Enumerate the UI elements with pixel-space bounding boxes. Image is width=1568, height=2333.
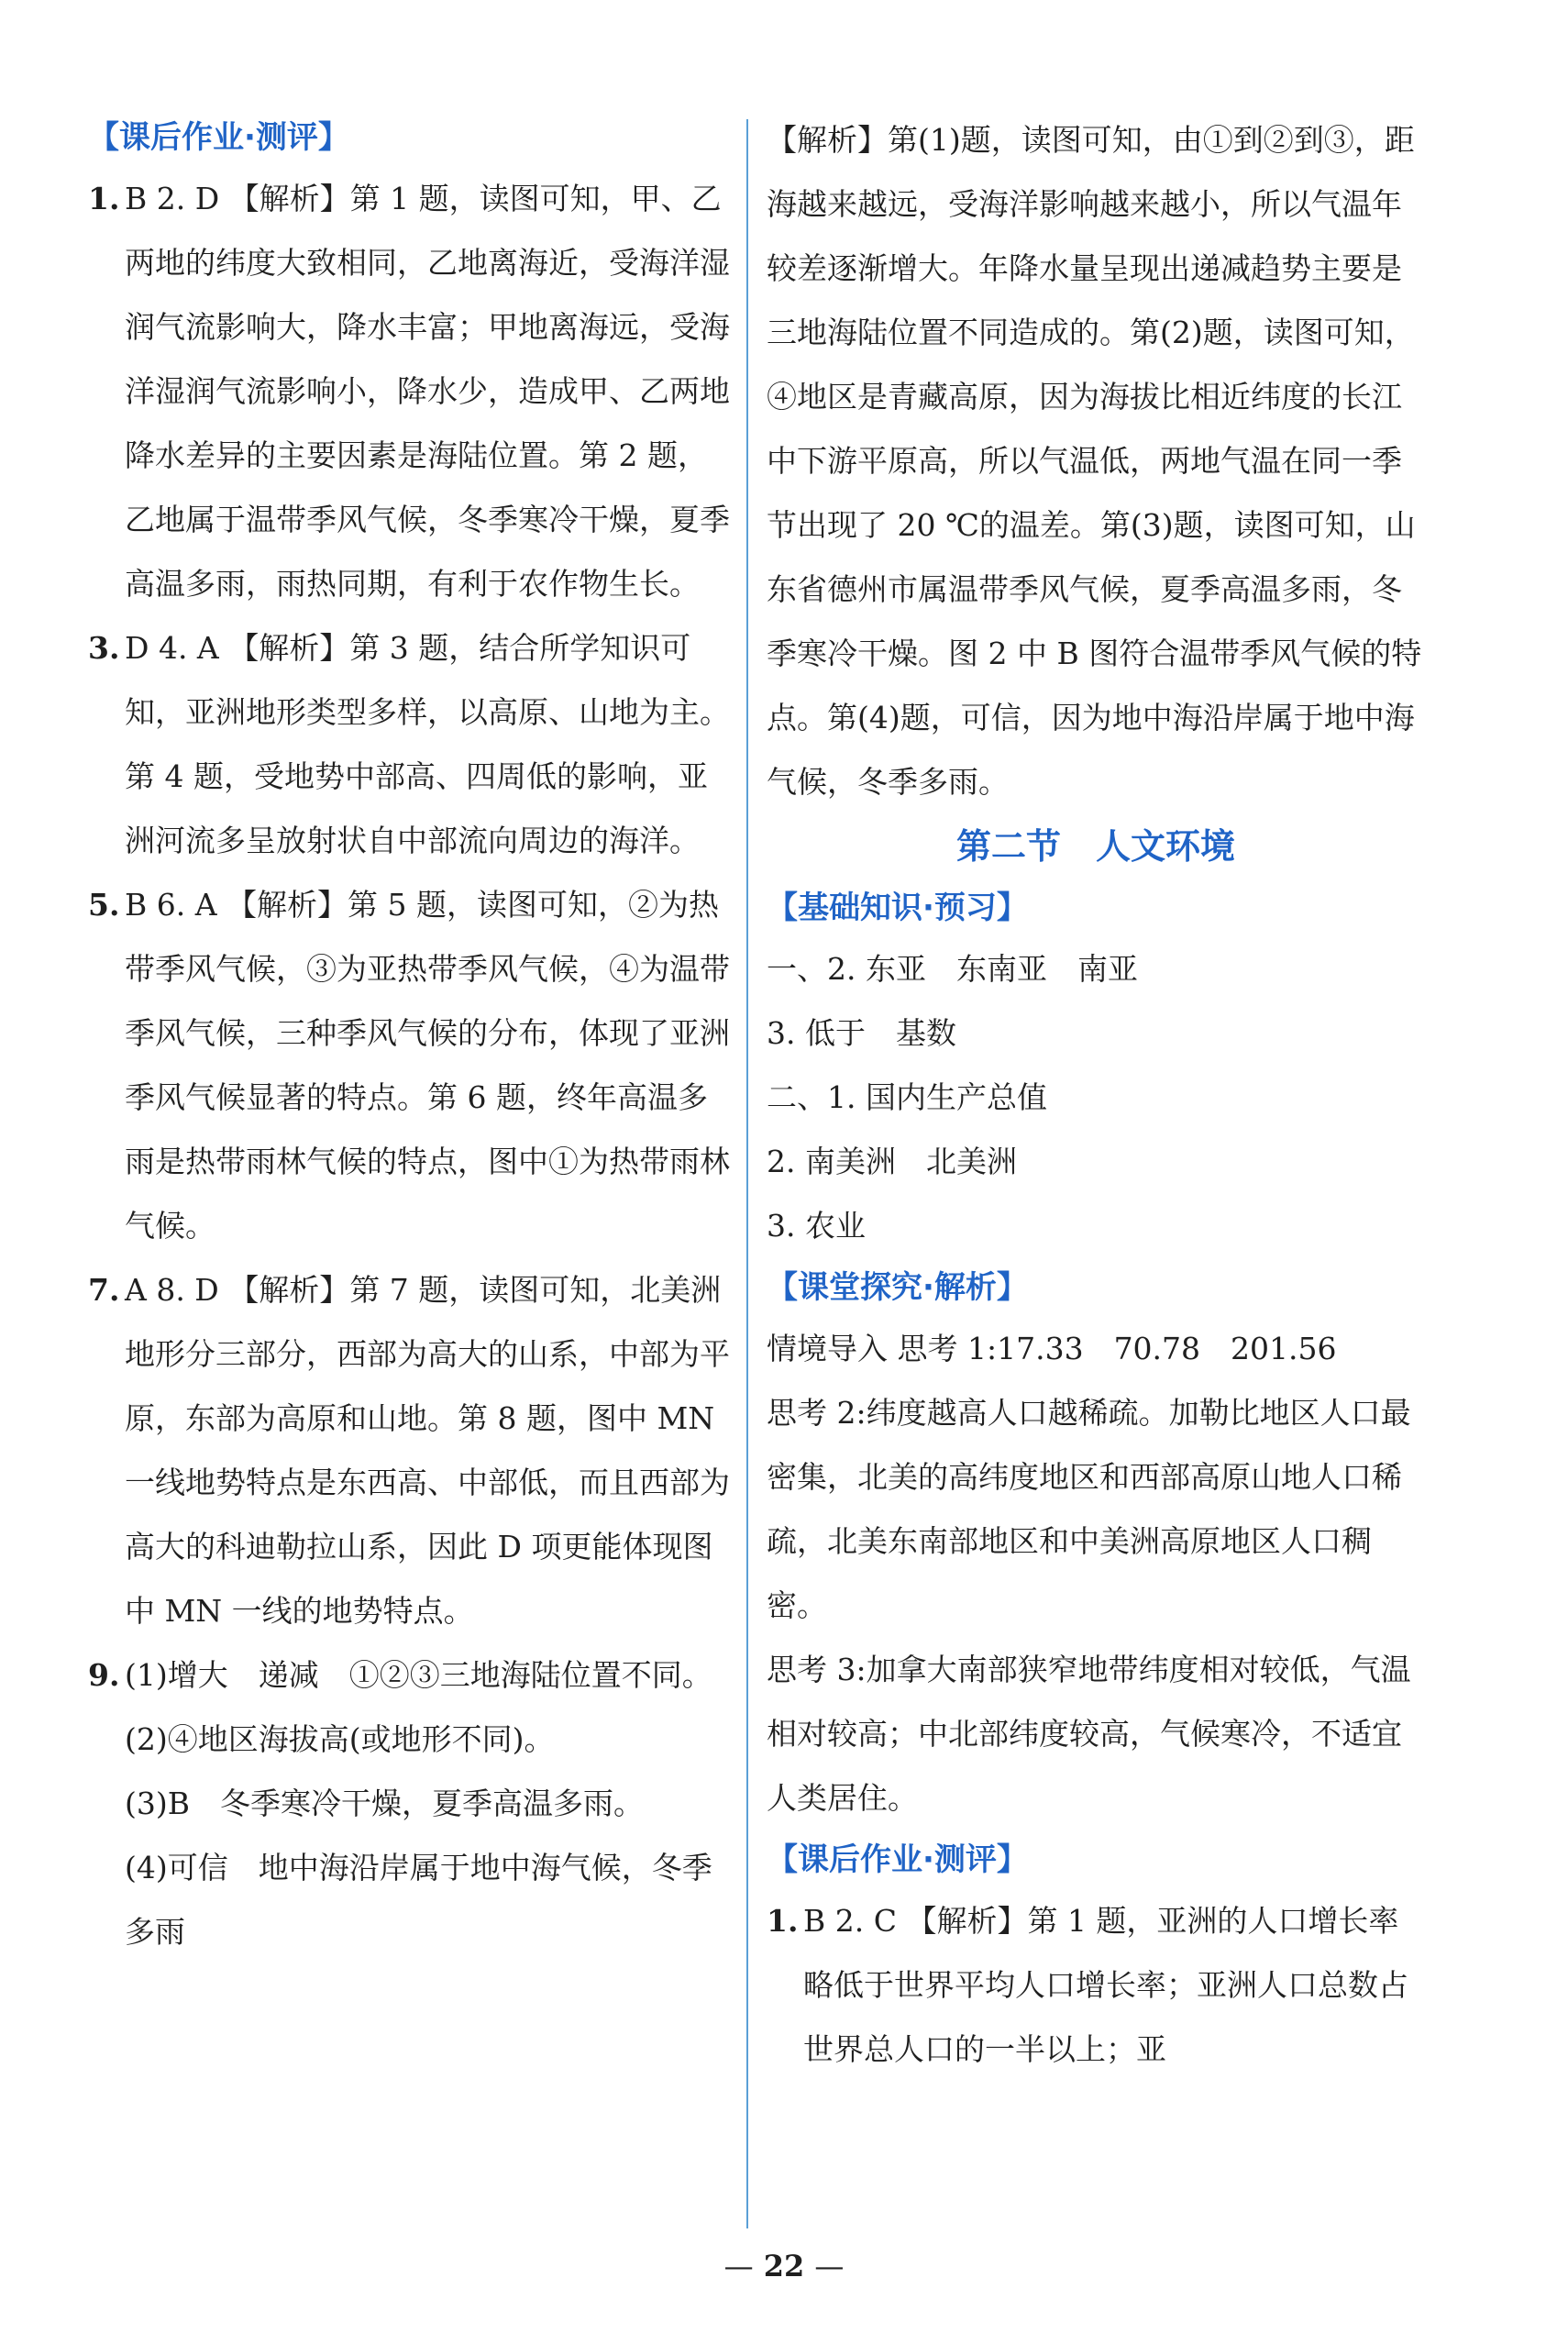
page-dash-left: —	[723, 2249, 754, 2283]
page-dash-right: —	[814, 2249, 845, 2283]
answer-text: A 8. D 【解析】第 7 题，读图可知，北美洲地形分三部分，西部为高大的山系，中部为平原，东部为高原和山地。第 8 题，图中 MN 一线地势特点是东西高、中部低，而且西部为高大的科迪勒拉山系，因此 D 项更能体现图中 MN 一线的地势特点。	[125, 1272, 730, 1629]
right-column	[767, 108, 1425, 2082]
answer-text: B 2. D 【解析】第 1 题，读图可知，甲、乙两地的纬度大致相同，乙地离海近，受海洋湿润气流影响大，降水丰富；甲地离海远，受海洋湿润气流影响小，降水少，造成甲、乙两地降水差异的主要因素是海陆位置。第 2 题，乙地属于温带季风气候，冬季寒冷干燥，夏季高温多雨，雨热同期，有利于农作物生长。	[125, 181, 730, 602]
left-column	[88, 108, 737, 1964]
think-1: 情境导入 思考 1:17.33 70.78 201.56	[767, 1331, 1337, 1366]
answer-text: B 6. A 【解析】第 5 题，读图可知，②为热带季风气候，③为亚热带季风气候，④为温带季风气候，三种季风气候的分布，体现了亚洲季风气候显著的特点。第 6 题，终年高温多雨是热带雨林气候的特点，图中①为热带雨林气候。	[125, 887, 730, 1244]
page-number-value: 22	[763, 2249, 805, 2283]
basic-line: 一、2. 东亚 东南亚 南亚	[767, 951, 1138, 987]
think-3: 思考 3:加拿大南部狭窄地带纬度相对较低，气温相对较高；中北部纬度较高，气候寒冷，不适宜人类居住。	[767, 1652, 1411, 1816]
section-heading-class: 【课堂探究·解析】	[767, 1269, 1028, 1306]
answer-sub-2: (2)④地区海拔高(或地形不同)。	[125, 1721, 555, 1757]
answer-item-r1	[767, 1889, 1425, 2082]
basic-line: 2. 南美洲 北美洲	[767, 1144, 1017, 1179]
answer-text: (1)增大 递减 ①②③三地海陆位置不同。	[125, 1657, 712, 1693]
answer-number: 1.	[767, 1903, 799, 1939]
section-heading-homework-2: 【课后作业·测评】	[767, 1841, 1028, 1878]
section-heading-homework: 【课后作业·测评】	[88, 119, 349, 156]
answer-item-3	[88, 616, 737, 873]
answer-item-7	[88, 1258, 737, 1643]
answer-item-5	[88, 873, 737, 1258]
basic-line: 3. 农业	[767, 1208, 866, 1244]
think-2: 思考 2:纬度越高人口越稀疏。加勒比地区人口最密集，北美的高纬度地区和西部高原山地人口稀疏，北美东南部地区和中美洲高原地区人口稠密。	[767, 1395, 1411, 1623]
answer-number: 7.	[88, 1272, 120, 1308]
answer-sub-4: (4)可信 地中海沿岸属于地中海气候，冬季多雨	[125, 1850, 712, 1950]
answer-item-9	[88, 1643, 737, 1708]
section-heading-basic: 【基础知识·预习】	[767, 890, 1028, 926]
answer-sub-3: (3)B 冬季寒冷干燥，夏季高温多雨。	[125, 1786, 644, 1821]
answer-number: 1.	[88, 181, 120, 216]
answer-text: B 2. C 【解析】第 1 题，亚洲的人口增长率略低于世界平均人口增长率；亚洲人口总数占世界总人口的一半以上；亚	[803, 1903, 1408, 2067]
column-divider	[746, 119, 748, 2228]
page-number	[0, 2249, 1568, 2283]
answer-text: D 4. A 【解析】第 3 题，结合所学知识可知，亚洲地形类型多样，以高原、山地为主。第 4 题，受地势中部高、四周低的影响，亚洲河流多呈放射状自中部流向周边的海洋。	[125, 630, 730, 858]
analysis-paragraph: 【解析】第(1)题，读图可知，由①到②到③，距海越来越远，受海洋影响越来越小，所以气温年较差逐渐增大。年降水量呈现出递减趋势主要是三地海陆位置不同造成的。第(2)题，读图可知，④地区是青藏高原，因为海拔比相近纬度的长江中下游平原高，所以气温低，两地气温在同一季节出现了 20 ℃的温差。第(3)题，读图可知，山东省德州市属温带季风气候，夏季高温多雨，冬季寒冷干燥。图 2 中 B 图符合温带季风气候的特点。第(4)题，可信，因为地中海沿岸属于地中海气候，冬季多雨。	[767, 122, 1422, 800]
chapter-title: 第二节 人文环境	[955, 826, 1235, 867]
basic-line: 3. 低于 基数	[767, 1015, 956, 1051]
basic-line: 二、1. 国内生产总值	[767, 1079, 1047, 1115]
answer-number: 3.	[88, 630, 120, 666]
answer-number: 9.	[88, 1657, 120, 1693]
answer-item-1	[88, 167, 737, 616]
answer-number: 5.	[88, 887, 120, 923]
